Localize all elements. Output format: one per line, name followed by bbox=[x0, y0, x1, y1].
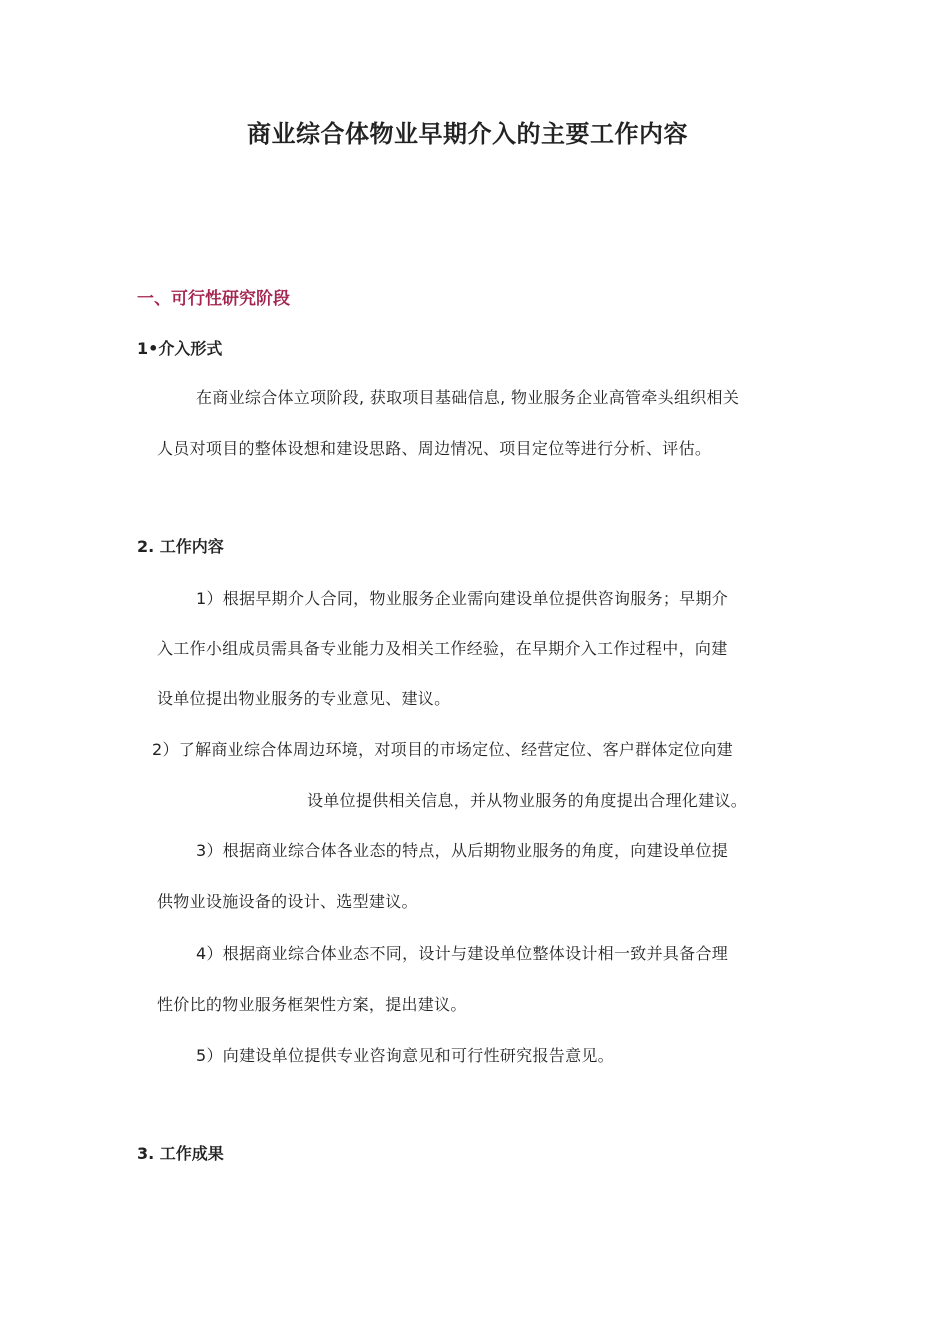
paragraph-line: 入工作小组成员需具备专业能力及相关工作经验，在早期介入工作过程中，向建 bbox=[157, 639, 728, 658]
paragraph-line: 性价比的物业服务框架性方案，提出建议。 bbox=[157, 995, 467, 1014]
paragraph-line: 设单位提供相关信息，并从物业服务的角度提出合理化建议。 bbox=[307, 791, 748, 810]
subheading-work-results: 3. 工作成果 bbox=[137, 1144, 224, 1163]
paragraph-line: 5）向建设单位提供专业咨询意见和可行性研究报告意见。 bbox=[196, 1046, 614, 1065]
section-heading-feasibility: 一、可行性研究阶段 bbox=[137, 289, 290, 309]
paragraph-line: 2）了解商业综合体周边环境，对项目的市场定位、经营定位、客户群体定位向建 bbox=[152, 740, 733, 759]
paragraph-line: 1）根据早期介人合同，物业服务企业需向建设单位提供咨询服务；早期介 bbox=[196, 589, 729, 608]
subheading-work-content: 2. 工作内容 bbox=[137, 537, 224, 556]
paragraph-line: 在商业综合体立项阶段, 获取项目基础信息, 物业服务企业高管牵头组织相关 bbox=[196, 388, 740, 407]
paragraph-line: 4）根据商业综合体业态不同，设计与建设单位整体设计相一致并具备合理 bbox=[196, 944, 729, 963]
paragraph-line: 人员对项目的整体设想和建设思路、周边情况、项目定位等进行分析、评估。 bbox=[157, 439, 712, 458]
paragraph-line: 3）根据商业综合体各业态的特点，从后期物业服务的角度，向建设单位提 bbox=[196, 841, 729, 860]
paragraph-line: 供物业设施设备的设计、选型建议。 bbox=[157, 892, 418, 911]
paragraph-line: 设单位提出物业服务的专业意见、建议。 bbox=[157, 689, 451, 708]
subheading-intervention-form: 1•介入形式 bbox=[137, 339, 223, 358]
document-title: 商业综合体物业早期介入的主要工作内容 bbox=[247, 120, 688, 148]
